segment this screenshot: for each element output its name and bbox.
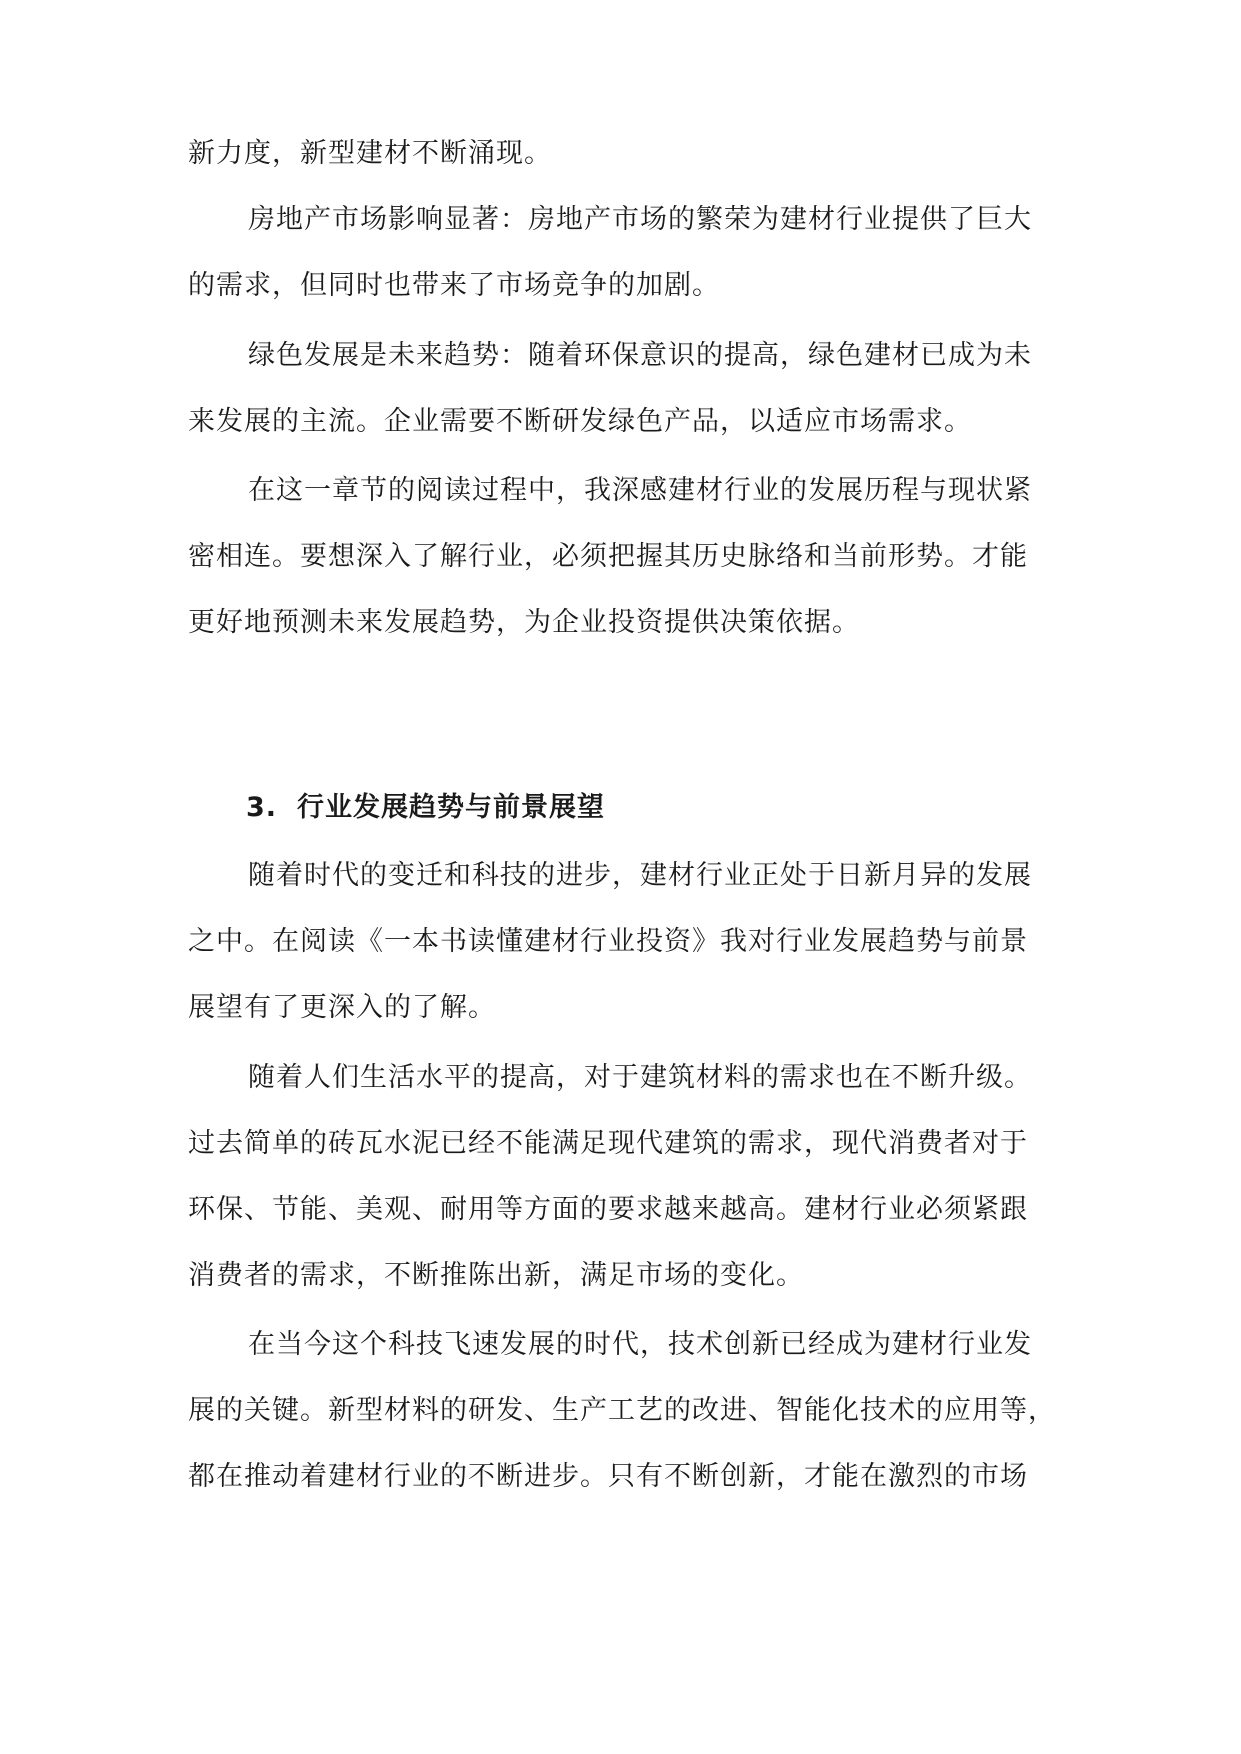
paragraph-line: 展望有了更深入的了解。 [188, 992, 496, 1023]
paragraph-line: 的需求，但同时也带来了市场竞争的加剧。 [188, 270, 720, 301]
paragraph-line: 都在推动着建材行业的不断进步。只有不断创新，才能在激烈的市场 [188, 1461, 1028, 1492]
section-title: 行业发展趋势与前景展望 [297, 792, 606, 823]
paragraph-line: 环保、节能、美观、耐用等方面的要求越来越高。建材行业必须紧跟 [188, 1194, 1028, 1225]
paragraph-line: 消费者的需求，不断推陈出新，满足市场的变化。 [188, 1260, 804, 1291]
section-number: 3. [246, 792, 278, 823]
paragraph-line: 随着人们生活水平的提高，对于建筑材料的需求也在不断升级。 [248, 1062, 1032, 1093]
paragraph-line: 展的关键。新型材料的研发、生产工艺的改进、智能化技术的应用等， [188, 1395, 1056, 1426]
paragraph-line: 绿色发展是未来趋势：随着环保意识的提高，绿色建材已成为未 [248, 340, 1032, 371]
paragraph-line: 密相连。要想深入了解行业，必须把握其历史脉络和当前形势。才能 [188, 541, 1028, 572]
paragraph-line: 来发展的主流。企业需要不断研发绿色产品，以适应市场需求。 [188, 406, 972, 437]
paragraph-line: 更好地预测未来发展趋势，为企业投资提供决策依据。 [188, 607, 860, 638]
paragraph-line: 房地产市场影响显著：房地产市场的繁荣为建材行业提供了巨大 [248, 204, 1032, 235]
paragraph-line: 之中。在阅读《一本书读懂建材行业投资》我对行业发展趋势与前景 [188, 926, 1028, 957]
paragraph-line: 过去简单的砖瓦水泥已经不能满足现代建筑的需求，现代消费者对于 [188, 1128, 1028, 1159]
paragraph-line: 随着时代的变迁和科技的进步，建材行业正处于日新月异的发展 [248, 860, 1032, 891]
section-heading [246, 790, 605, 826]
paragraph-line: 在当今这个科技飞速发展的时代，技术创新已经成为建材行业发 [248, 1329, 1032, 1360]
paragraph-line: 新力度，新型建材不断涌现。 [188, 138, 552, 169]
paragraph-line: 在这一章节的阅读过程中，我深感建材行业的发展历程与现状紧 [248, 475, 1032, 506]
